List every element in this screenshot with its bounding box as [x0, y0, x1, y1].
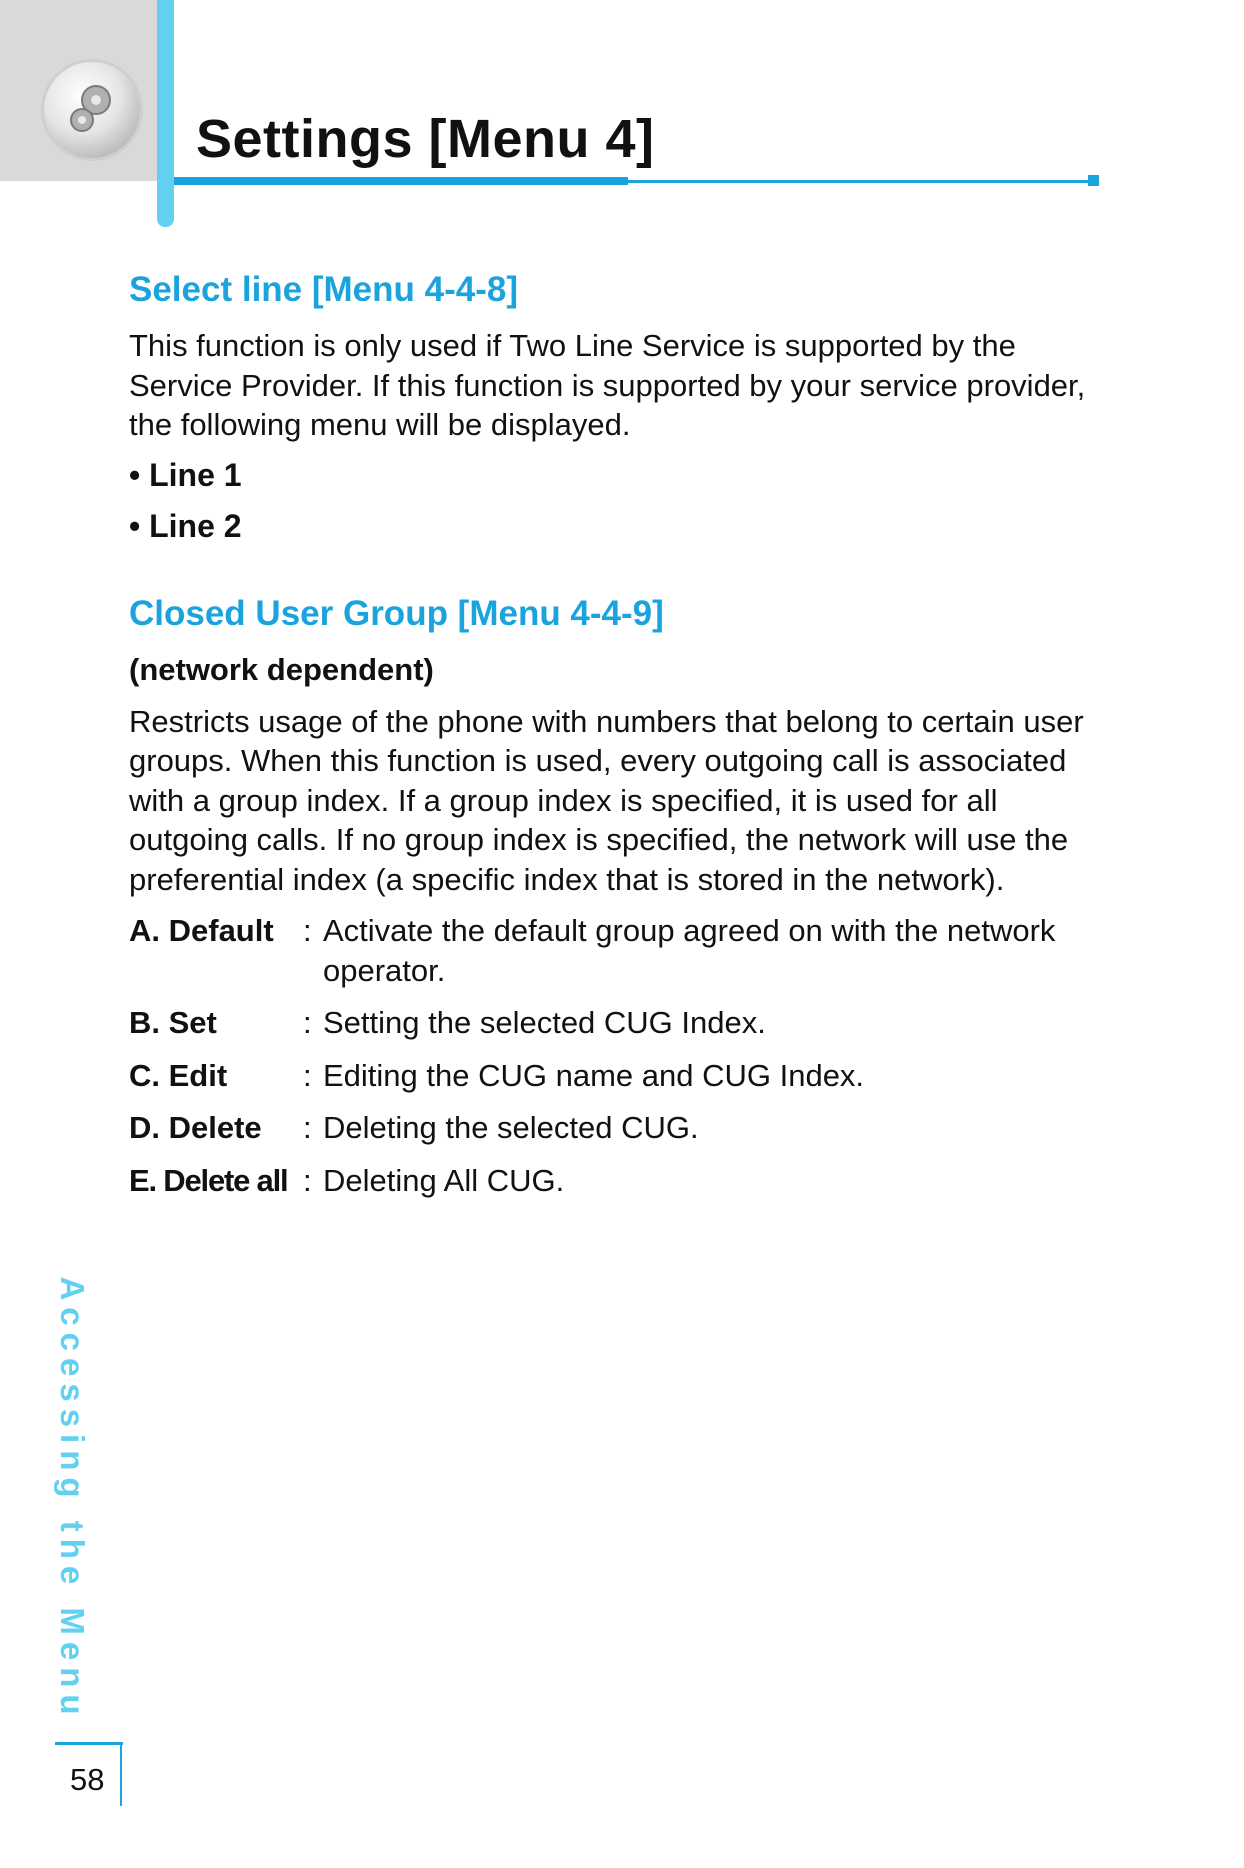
option-description: Setting the selected CUG Index.	[323, 1005, 766, 1040]
bullet-list	[129, 455, 1109, 546]
title-underline	[174, 177, 628, 185]
side-tab-label	[54, 1268, 91, 1730]
option-separator: :	[303, 1162, 312, 1198]
option-description: Deleting the selected CUG.	[323, 1110, 699, 1145]
option-row-delete	[129, 1108, 1109, 1148]
option-description: Editing the CUG name and CUG Index.	[323, 1057, 865, 1093]
section-heading: Closed User Group [Menu 4-4-9]	[129, 593, 664, 633]
option-label: D. Delete	[129, 1110, 262, 1145]
option-separator: :	[303, 1110, 312, 1145]
bullet-item-line-1: • Line 1	[129, 456, 242, 493]
option-label: B. Set	[129, 1005, 217, 1040]
option-row-delete-all	[129, 1161, 1109, 1201]
bullet-item-line-2: • Line 2	[129, 507, 242, 544]
option-label: C. Edit	[129, 1057, 228, 1093]
side-tab-text: Accessing the Menu	[54, 1276, 91, 1722]
title-underline-rule	[628, 180, 1090, 183]
section-body: This function is only used if Two Line Service is supported by the Service Provider. If this function is supported by your service provider, the following menu will be displayed.	[129, 328, 1086, 442]
option-row-default	[129, 911, 1109, 990]
option-separator: :	[303, 1005, 312, 1040]
section-subheading: (network dependent)	[129, 651, 434, 687]
section-heading: Select line [Menu 4-4-8]	[129, 270, 518, 309]
option-label: A. Default	[129, 913, 274, 948]
page-number-rule	[55, 1742, 123, 1745]
gear-icon	[44, 62, 140, 158]
page-content	[129, 268, 1109, 1200]
page-number-rule-vertical	[120, 1742, 122, 1806]
option-row-set	[129, 1003, 1109, 1043]
option-separator: :	[303, 913, 312, 948]
page-title: Settings [Menu 4]	[196, 109, 655, 169]
section-body: Restricts usage of the phone with numbers that belong to certain user groups. When this function is used, every outgoing call is associated with a group index. If a group index is specified, it is used for all outgoing calls. If no group index is specified, the network will use the preferential index (a specific index that is stored in the network).	[129, 703, 1084, 897]
section-select-line	[129, 268, 1109, 546]
title-underline-end-marker	[1088, 175, 1099, 186]
option-description: Activate the default group agreed on with the network operator.	[323, 913, 1056, 988]
option-description: Deleting All CUG.	[323, 1162, 565, 1198]
option-label: E. Delete all	[129, 1162, 288, 1198]
option-separator: :	[303, 1057, 312, 1093]
page-number: 58	[70, 1762, 105, 1797]
section-closed-user-group	[129, 592, 1109, 1201]
option-list	[129, 911, 1109, 1200]
header-accent-bar	[157, 0, 174, 227]
option-row-edit	[129, 1056, 1109, 1096]
